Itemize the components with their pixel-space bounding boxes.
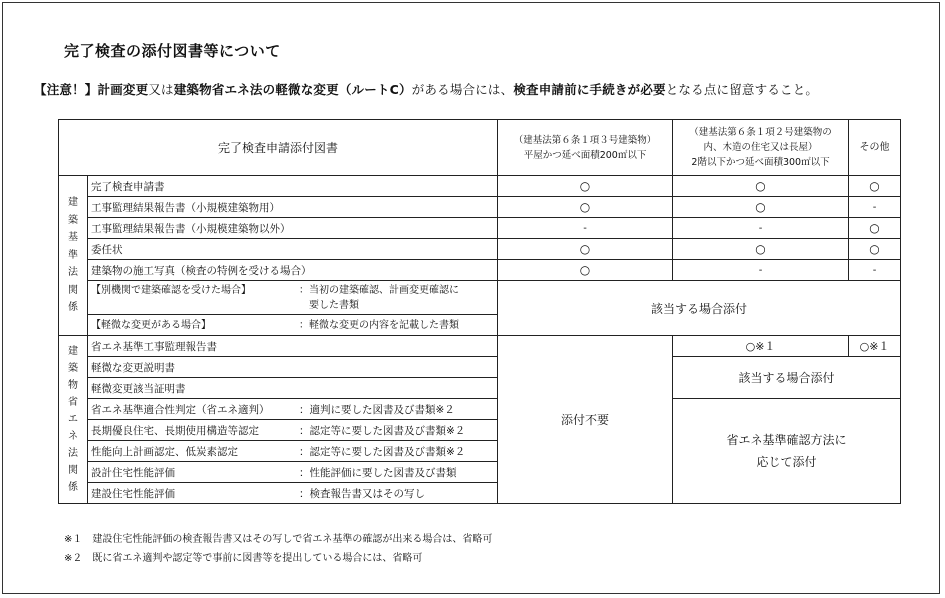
- energy-method-line1: 省エネ基準確認方法に: [726, 433, 847, 447]
- row-col2: ○: [673, 176, 849, 197]
- attachment-table: [58, 119, 901, 504]
- row-col2: -: [673, 218, 849, 239]
- row-item-with-doc: [88, 462, 498, 483]
- row-item: 委任状: [88, 239, 498, 260]
- footnote-2: ※２ 既に省エネ適判や認定等で事前に図書等を提出している場合には、省略可: [64, 553, 423, 564]
- notice-line: [34, 80, 818, 98]
- header-col2-line2: 内、木造の住宅又は長屋）: [703, 142, 818, 153]
- notice-prefix: 【注意！】: [34, 82, 98, 97]
- group2-label: [59, 336, 88, 504]
- row-col3: -: [849, 197, 901, 218]
- special-applicable: 該当する場合添付: [498, 281, 901, 336]
- row-doc: ：性能評価に要した図書及び書類: [299, 466, 457, 479]
- special-minor-change: [88, 315, 498, 336]
- energy-col3: ○※１: [849, 336, 901, 357]
- header-main: 完了検査申請添付図書: [59, 120, 498, 176]
- row-item: 軽微な変更説明書: [88, 357, 498, 378]
- row-item: 建築物の施工写真（検査の特例を受ける場合）: [88, 260, 498, 281]
- special2-label: 【軽微な変更がある場合】: [91, 319, 211, 331]
- special-other-agency: [88, 281, 498, 315]
- group1-char: 法: [68, 267, 78, 279]
- row-item: 工事監理結果報告書（小規模建築物以外）: [88, 218, 498, 239]
- table-header-row: [59, 120, 901, 176]
- group2-char: 建: [68, 346, 78, 357]
- row-item-with-doc: [88, 420, 498, 441]
- row-col3: ○: [849, 218, 901, 239]
- row-item-with-doc: [88, 483, 498, 504]
- notice-or: 又は: [148, 82, 174, 97]
- row-col3: ○: [849, 176, 901, 197]
- notice-tail: となる点に留意すること。: [665, 82, 819, 97]
- special1-doc-line2: 要した書類: [299, 299, 359, 311]
- special1-label: 【別機関で建築確認を受けた場合】: [91, 284, 251, 296]
- group2-char: 係: [68, 482, 78, 493]
- row-col2: ○: [673, 197, 849, 218]
- energy-method: [673, 399, 901, 504]
- row-col2: -: [673, 260, 849, 281]
- row-item: 工事監理結果報告書（小規模建築物用）: [88, 197, 498, 218]
- group1-char: 関: [68, 284, 78, 296]
- header-col2-line3: 2階以下かつ延べ面積300㎡以下: [691, 157, 830, 168]
- row-item: 性能向上計画認定、低炭素認定: [91, 445, 238, 458]
- row-item: 省エネ基準適合性判定（省エネ適判）: [91, 403, 270, 416]
- special2-doc: ：軽微な変更の内容を記載した書類: [299, 319, 459, 331]
- group2-char: エ: [68, 414, 78, 425]
- row-doc: ：検査報告書又はその写し: [299, 487, 425, 500]
- header-col2: [673, 120, 849, 176]
- group2-char: 省: [68, 397, 78, 408]
- notice-minor-change: 建築物省エネ法の軽微な変更（ルートC）: [173, 82, 412, 97]
- row-item-with-doc: [88, 399, 498, 420]
- group1-char: 係: [68, 302, 78, 314]
- row-col1: ○: [498, 260, 673, 281]
- group2-char: ネ: [68, 431, 78, 442]
- row-col1: ○: [498, 176, 673, 197]
- table-row: [59, 218, 901, 239]
- row-item: 完了検査申請書: [88, 176, 498, 197]
- table-row: [59, 336, 901, 357]
- header-col2-line1: （建基法第６条１項２号建築物の: [689, 127, 832, 138]
- header-col1: [498, 120, 673, 176]
- table-row: [59, 399, 901, 420]
- not-required: 添付不要: [498, 336, 673, 504]
- notice-if: がある場合には、: [411, 82, 514, 97]
- table-row: [59, 357, 901, 378]
- energy-applicable: 該当する場合添付: [673, 357, 901, 399]
- row-item: 軽微変更該当証明書: [88, 378, 498, 399]
- energy-method-line2: 応じて添付: [756, 455, 817, 469]
- group1-char: 築: [68, 214, 78, 226]
- row-doc: ：適判に要した図書及び書類※２: [299, 403, 455, 416]
- header-col1-line1: （建基法第６条１項３号建築物）: [513, 134, 657, 146]
- energy-col2: ○※１: [673, 336, 849, 357]
- header-col1-line2: 平屋かつ延べ面積200㎡以下: [523, 149, 647, 161]
- row-doc: ：認定等に要した図書及び書類※２: [299, 445, 466, 458]
- table-row: [59, 197, 901, 218]
- group1-char: 建: [68, 197, 78, 209]
- page-title: 完了検査の添付図書等について: [64, 42, 281, 60]
- row-item-with-doc: [88, 441, 498, 462]
- header-col3: その他: [849, 120, 901, 176]
- footnote-1: ※１ 建設住宅性能評価の検査報告書又はその写しで省エネ基準の確認が出来る場合は、省略可: [64, 534, 493, 545]
- special1-doc-line1: ：当初の建築確認、計画変更確認に: [299, 284, 459, 296]
- table-row: [59, 239, 901, 260]
- group2-char: 関: [68, 465, 78, 476]
- group1-char: 基: [68, 232, 78, 244]
- row-doc: ：認定等に要した図書及び書類※２: [299, 424, 466, 437]
- row-col1: -: [498, 218, 673, 239]
- row-item: 長期優良住宅、長期使用構造等認定: [91, 424, 259, 437]
- notice-plan-change: 計画変更: [97, 82, 149, 97]
- notice-procedure-required: 検査申請前に手続きが必要: [513, 82, 666, 97]
- group1-char: 準: [68, 249, 78, 261]
- group2-char: 物: [68, 380, 78, 391]
- row-col1: ○: [498, 239, 673, 260]
- row-col3: ○: [849, 239, 901, 260]
- group2-char: 築: [68, 363, 78, 374]
- row-item: 建設住宅性能評価: [91, 487, 175, 500]
- row-col2: ○: [673, 239, 849, 260]
- group1-label: [59, 176, 88, 336]
- row-item: 省エネ基準工事監理報告書: [88, 336, 498, 357]
- table-row: [59, 281, 901, 315]
- table-row: [59, 176, 901, 197]
- group2-char: 法: [68, 448, 78, 459]
- table-row: [59, 260, 901, 281]
- row-col1: ○: [498, 197, 673, 218]
- row-col3: -: [849, 260, 901, 281]
- row-item: 設計住宅性能評価: [91, 466, 175, 479]
